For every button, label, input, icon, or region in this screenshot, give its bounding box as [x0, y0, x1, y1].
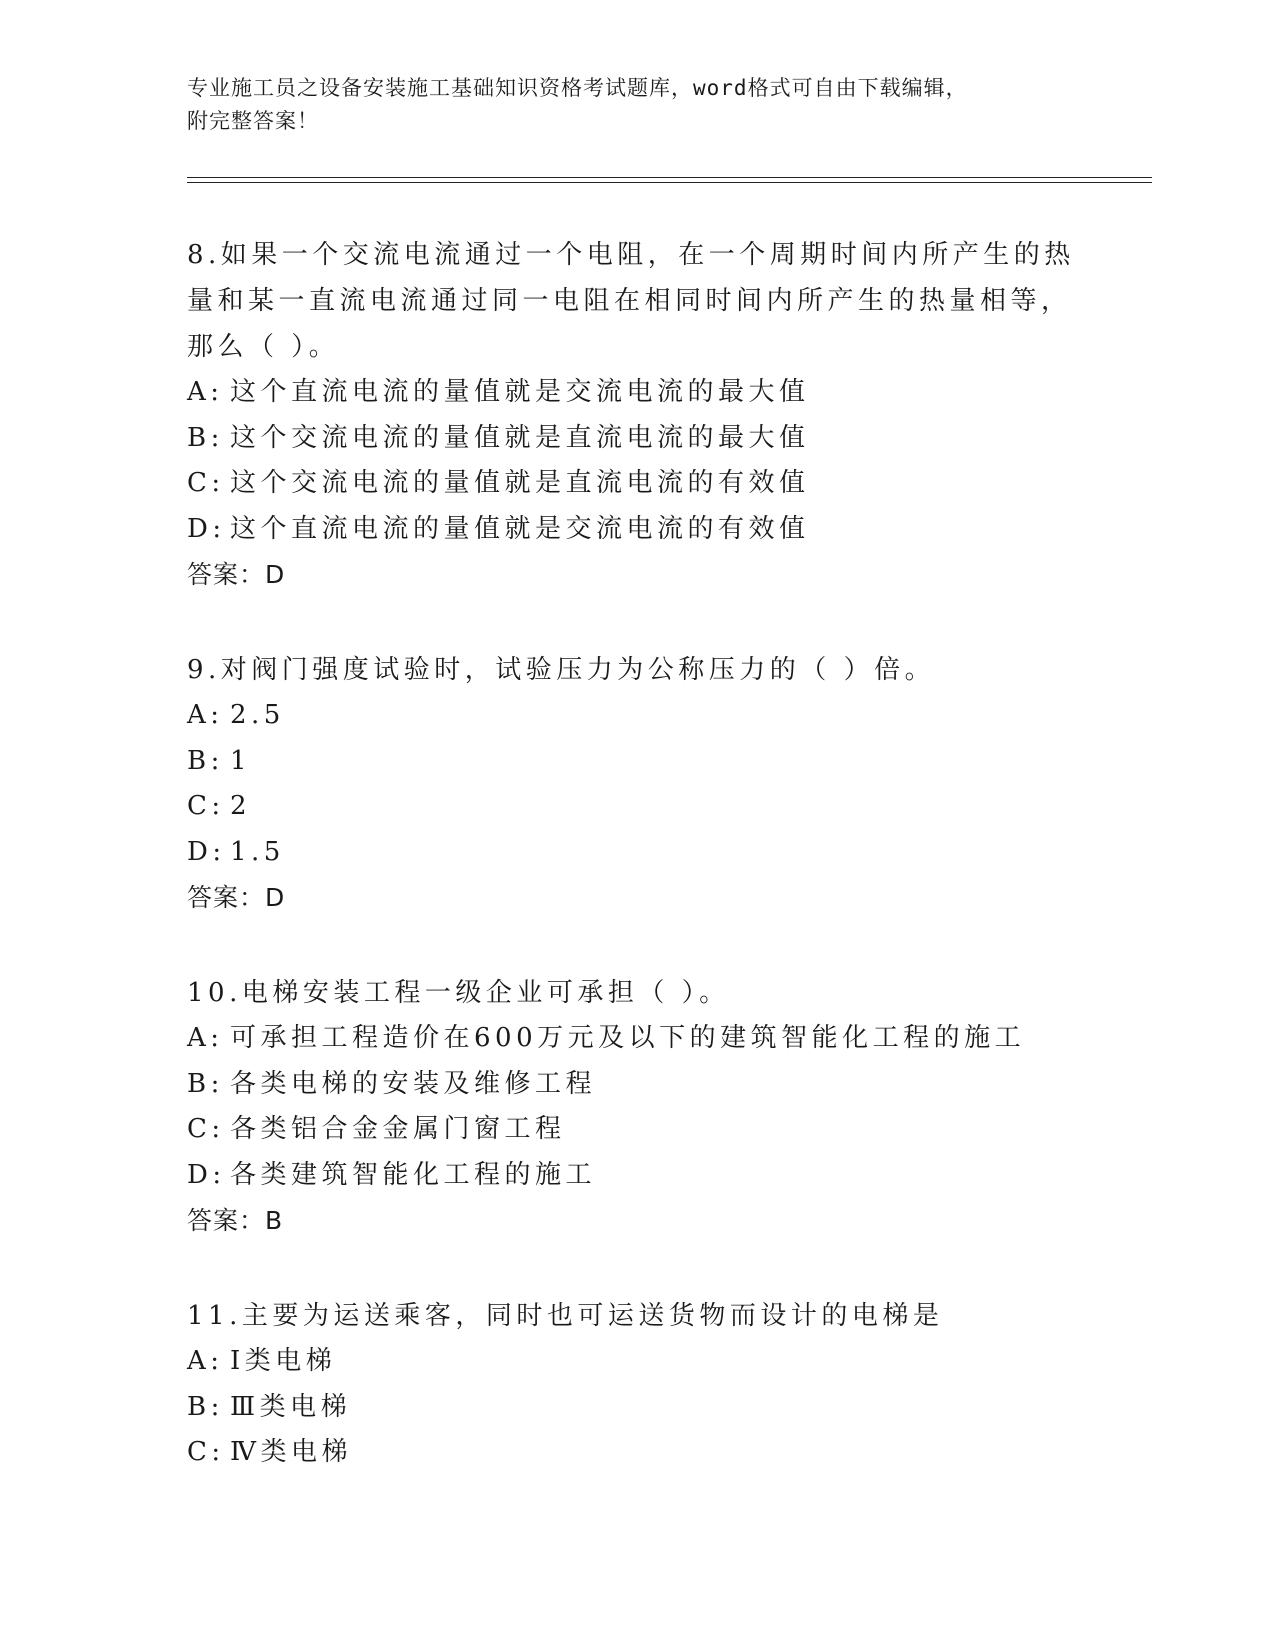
option-text: Ⅲ类电梯	[230, 1391, 352, 1422]
option-key: B:	[187, 1068, 224, 1099]
header-intro-line-1: 专业施工员之设备安装施工基础知识资格考试题库，word格式可自由下载编辑，	[187, 76, 968, 100]
option-key: A:	[187, 1346, 224, 1376]
option-text: 各类铝合金金属门窗工程	[230, 1114, 566, 1144]
option-key: C:	[187, 1114, 225, 1144]
question-item	[187, 647, 1087, 920]
header-divider-top	[187, 177, 1152, 178]
question-stem: 10.电梯安装工程一级企业可承担（ ）。	[187, 978, 730, 1008]
option-key: A:	[187, 700, 224, 730]
question-stem: 9.对阀门强度试验时，试验压力为公称压力的（ ）倍。	[187, 655, 936, 685]
option-key: A:	[187, 377, 224, 407]
option-row	[187, 1016, 1087, 1062]
question-item	[187, 232, 1087, 597]
option-row	[187, 416, 1087, 462]
option-row	[187, 830, 1087, 876]
option-row	[187, 1430, 1087, 1476]
option-text: 各类电梯的安装及维修工程	[230, 1068, 597, 1099]
option-text: 1	[230, 745, 252, 776]
option-row	[187, 1385, 1087, 1431]
option-text: 可承担工程造价在600万元及以下的建筑智能化工程的施工	[230, 1023, 1026, 1053]
option-text: 1.5	[230, 836, 285, 867]
option-text: 各类建筑智能化工程的施工	[230, 1159, 597, 1190]
option-row	[187, 1107, 1087, 1153]
option-text: 这个直流电流的量值就是交流电流的有效值	[230, 513, 810, 544]
question-stem: 11.主要为运送乘客，同时也可运送货物而设计的电梯是	[187, 1301, 944, 1331]
option-row	[187, 784, 1087, 830]
option-key: C:	[187, 468, 225, 498]
option-text: 2	[230, 791, 252, 821]
option-key: B:	[187, 422, 224, 453]
option-row	[187, 739, 1087, 785]
option-key: A:	[187, 1023, 224, 1053]
answer-line: 答案：D	[187, 560, 286, 589]
option-row	[187, 461, 1087, 507]
option-row	[187, 1339, 1087, 1385]
question-item	[187, 970, 1087, 1243]
option-row	[187, 1153, 1087, 1199]
option-text: 2.5	[230, 700, 285, 730]
option-row	[187, 370, 1087, 416]
option-text: 这个交流电流的量值就是直流电流的最大值	[230, 422, 810, 453]
header-divider-bottom	[187, 182, 1152, 183]
header-intro-line-2: 附完整答案！	[187, 109, 319, 133]
question-stem: 8.如果一个交流电流通过一个电阻，在一个周期时间内所产生的热量和某一直流电流通过同一电阻在相同时间内所产生的热量相等，那么（ ）。	[187, 240, 1075, 362]
option-key: D:	[187, 513, 226, 544]
option-key: D:	[187, 1159, 226, 1190]
option-row	[187, 693, 1087, 739]
option-key: C:	[187, 1437, 225, 1467]
answer-line: 答案：B	[187, 1206, 284, 1235]
option-key: B:	[187, 745, 224, 776]
option-text: Ⅳ类电梯	[230, 1437, 352, 1467]
option-row	[187, 1062, 1087, 1108]
answer-line: 答案：D	[187, 883, 286, 912]
option-text: 这个交流电流的量值就是直流电流的有效值	[230, 468, 810, 498]
option-key: B:	[187, 1391, 224, 1422]
question-item	[187, 1293, 1087, 1476]
option-row	[187, 507, 1087, 553]
option-key: C:	[187, 791, 225, 821]
option-key: D:	[187, 836, 226, 867]
option-text: 这个直流电流的量值就是交流电流的最大值	[230, 377, 810, 407]
question-list	[187, 232, 1087, 1526]
option-text: Ⅰ类电梯	[230, 1346, 337, 1376]
document-header	[187, 72, 1067, 138]
